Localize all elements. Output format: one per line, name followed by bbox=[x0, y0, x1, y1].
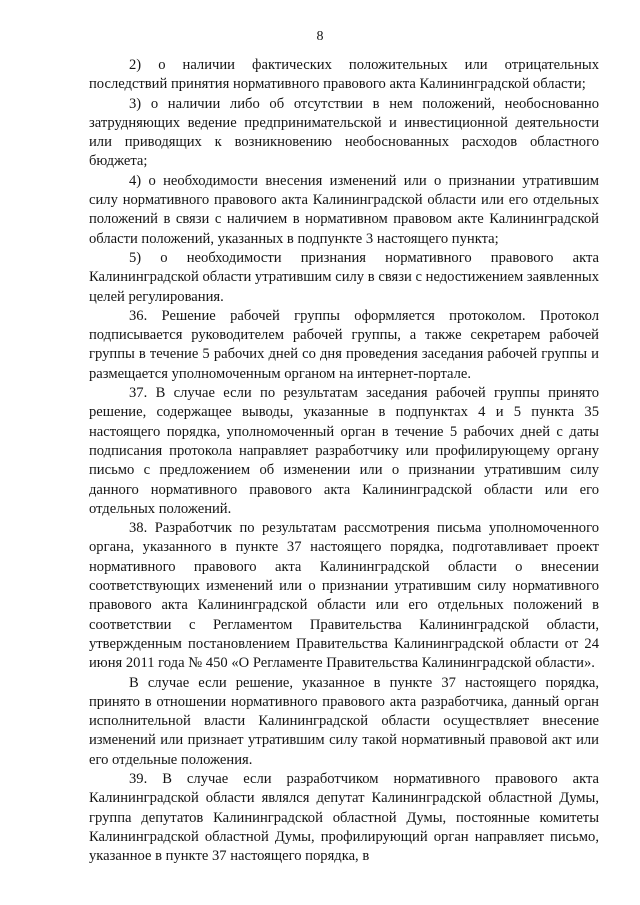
paragraph-subitem-3: 3) о наличии либо об отсутствии в нем положений, необоснованно затрудняющих ведение предпринимательской и инвестиционной деятельности или приводящих к возникновению необоснованных расходов областного бюджета; bbox=[89, 95, 599, 170]
paragraph-subitem-4: 4) о необходимости внесения изменений или о признании утратившим силу нормативного правового акта Калининградской области или его отдельных положений в связи с наличием в нормативном правовом акте Калининградской области положений, указанных в подпункте 3 настоящего пункта; bbox=[89, 172, 599, 247]
paragraph-subitem-2: 2) о наличии фактических положительных или отрицательных последствий принятия нормативного правового акта Калининградской области; bbox=[89, 57, 599, 93]
paragraph-subitem-5: 5) о необходимости признания нормативного правового акта Калининградской области утратившим силу в связи с недостижением заявленных целей регулирования. bbox=[89, 249, 599, 305]
paragraph-item-37: 37. В случае если по результатам заседания рабочей группы принято решение, содержащее выводы, указанные в подпунктах 4 и 5 пункта 35 настоящего порядка, уполномоченный орган в течение 5 рабочих дней с даты подписания протокола направляет разработчику или профилирующему органу письмо с предложением об изменении или о признании утратившим силу данного нормативного правового акта Калининградской области или его отдельных положений. bbox=[89, 385, 599, 517]
paragraph-item-39: 39. В случае если разработчиком нормативного правового акта Калининградской области являлся депутат Калининградской областной Думы, группа депутатов Калининградской областной Думы, постоянные комитеты Калининградской областной Думы, профилирующий орган направляет письмо, указанное в пункте 37 настоящего порядка, в bbox=[89, 770, 599, 865]
paragraph-item-36: 36. Решение рабочей группы оформляется протоколом. Протокол подписывается руководителем рабочей группы, а также секретарем рабочей группы в течение 5 рабочих дней со дня проведения заседания рабочей группы и размещается уполномоченным органом на интернет-портале. bbox=[89, 307, 599, 382]
page-number: 8 bbox=[316, 29, 324, 44]
paragraph-item-38-continued: В случае если решение, указанное в пункте 37 настоящего порядка, принято в отношении нормативного правового акта разработчика, данный орган исполнительной власти Калининградской области осуществляет внесение изменений или признает утратившим силу такой нормативный правовой акт или его отдельные положения. bbox=[89, 674, 599, 768]
document-body bbox=[89, 56, 599, 866]
paragraph-item-38: 38. Разработчик по результатам рассмотрения письма уполномоченного органа, указанного в пункте 37 настоящего порядка, подготавливает проект нормативного правового акта Калининградской области о внесении соответствующих изменений или о признании утратившим силу нормативного правового акта Калининградской области или его отдельных положений в соответствии с Регламентом Правительства Калининградской области, утвержденным постановлением Правительства Калининградской области от 24 июня 2011 года № 450 «О Регламенте Правительства Калининградской области». bbox=[89, 520, 599, 672]
